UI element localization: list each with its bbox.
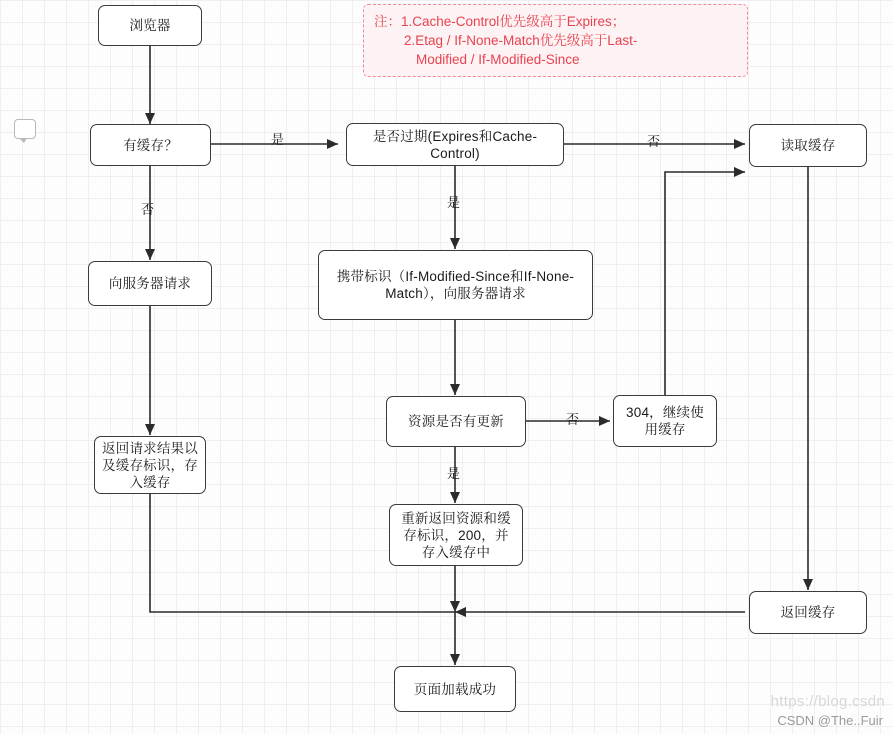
node-browser-label: 浏览器	[129, 18, 171, 33]
note-line-1: 注：1.Cache-Control优先级高于Expires；	[374, 14, 626, 29]
node-has-cache[interactable]	[90, 124, 211, 166]
node-request-server-label: 向服务器请求	[108, 276, 192, 291]
node-return-result-label: 返回请求结果以及缓存标识，存入缓存	[102, 440, 198, 490]
node-page-loaded[interactable]	[394, 666, 516, 712]
edge-label-expired-no: 否	[647, 134, 661, 149]
edge-label-has-cache-yes: 是	[271, 132, 285, 147]
node-has-cache-label: 有缓存？	[123, 137, 178, 153]
node-is-expired[interactable]	[346, 123, 564, 166]
note-line-3: Modified / If-Modified-Since	[416, 52, 580, 67]
edge-label-has-cache-no: 否	[141, 202, 155, 217]
comment-icon	[14, 119, 36, 139]
watermark: https://blog.csdn	[770, 693, 885, 710]
node-carry-flag-label: 携带标识（If-Modified-Since和If-None-Match），向服务器请求	[336, 269, 575, 301]
node-carry-flag[interactable]	[318, 250, 593, 320]
node-page-loaded-label: 页面加载成功	[413, 681, 497, 697]
node-is-expired-label: 是否过期(Expires和Cache-Control)	[372, 128, 538, 161]
node-status-304[interactable]	[613, 395, 717, 447]
node-return-result[interactable]	[94, 436, 206, 494]
node-browser[interactable]	[98, 5, 202, 46]
edge-label-updated-yes: 是	[447, 466, 461, 481]
node-read-cache-label: 读取缓存	[780, 138, 836, 153]
priority-note	[363, 4, 748, 77]
node-read-cache[interactable]	[749, 124, 867, 167]
node-status-304-label: 304，继续使用缓存	[626, 405, 704, 437]
node-return-200-label: 重新返回资源和缓存标识，200，并存入缓存中	[401, 510, 511, 560]
node-resource-updated-label: 资源是否有更新	[408, 414, 504, 429]
node-request-server[interactable]	[88, 261, 212, 306]
credit-label: CSDN @The..Fuir	[777, 713, 883, 728]
note-line-2: 2.Etag / If-None-Match优先级高于Last-	[404, 33, 638, 48]
node-return-200[interactable]	[389, 504, 523, 566]
edge-label-expired-yes: 是	[447, 195, 461, 210]
node-return-cache-label: 返回缓存	[780, 605, 836, 620]
node-return-cache[interactable]	[749, 591, 867, 634]
edge-label-updated-no: 否	[566, 412, 580, 427]
node-resource-updated[interactable]	[386, 396, 526, 447]
